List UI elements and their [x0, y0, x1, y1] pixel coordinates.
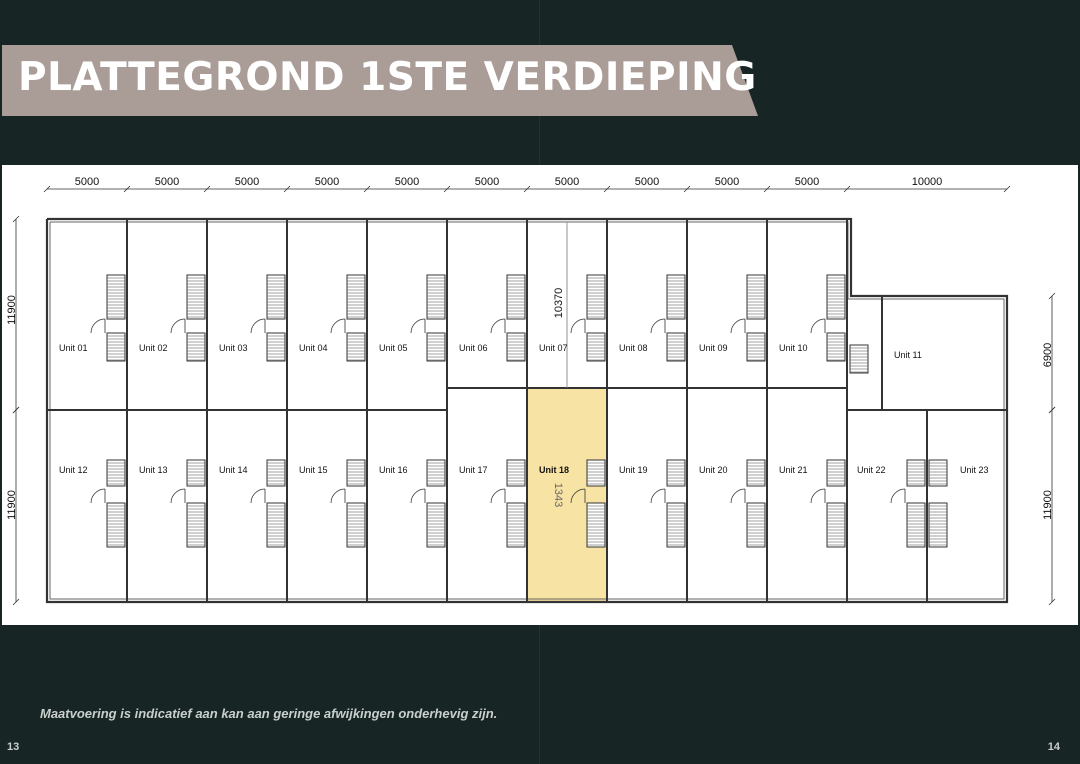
- stair-top-lower-6: [507, 333, 525, 361]
- unit-label-5: Unit 05: [379, 343, 408, 353]
- top-dimension-8: 5000: [634, 176, 660, 188]
- stair-bottom-lower-5: [427, 503, 445, 547]
- door-bottom-3: [251, 489, 265, 503]
- top-dimension-4: 5000: [314, 176, 340, 188]
- door-bottom-5: [411, 489, 425, 503]
- unit-label-22: Unit 22: [857, 465, 886, 475]
- stair-top-2: [187, 275, 205, 319]
- door-top-3: [251, 319, 265, 333]
- unit-label-4: Unit 04: [299, 343, 328, 353]
- door-top-4: [331, 319, 345, 333]
- unit-label-3: Unit 03: [219, 343, 248, 353]
- door-top-5: [411, 319, 425, 333]
- stair-unit-23: [929, 460, 947, 486]
- stair-bottom-lower-8: [667, 503, 685, 547]
- stair-top-lower-10: [827, 333, 845, 361]
- stair-top-7: [587, 275, 605, 319]
- door-bottom-4: [331, 489, 345, 503]
- door-top-10: [811, 319, 825, 333]
- stair-unit-22-lower: [907, 503, 925, 547]
- stair-bottom-9: [747, 460, 765, 486]
- stair-top-9: [747, 275, 765, 319]
- door-bottom-1: [91, 489, 105, 503]
- door-bottom-9: [731, 489, 745, 503]
- unit-label-8: Unit 08: [619, 343, 648, 353]
- unit-18-highlight: [527, 388, 607, 602]
- door-bottom-6: [491, 489, 505, 503]
- door-bottom-8: [651, 489, 665, 503]
- stair-unit-22: [907, 460, 925, 486]
- unit-label-11: Unit 11: [894, 350, 922, 360]
- door-top-6: [491, 319, 505, 333]
- stair-top-3: [267, 275, 285, 319]
- stair-bottom-lower-9: [747, 503, 765, 547]
- unit-label-1: Unit 01: [59, 343, 88, 353]
- stair-bottom-7: [587, 460, 605, 486]
- page-number-left: 13: [7, 741, 20, 753]
- right-dimension-lower: 11900: [1042, 490, 1054, 520]
- stair-bottom-6: [507, 460, 525, 486]
- top-dimension-10: 5000: [794, 176, 820, 188]
- unit-label-16: Unit 16: [379, 465, 408, 475]
- unit-label-15: Unit 15: [299, 465, 328, 475]
- door-top-7: [571, 319, 585, 333]
- stair-bottom-lower-4: [347, 503, 365, 547]
- unit-label-21: Unit 21: [779, 465, 808, 475]
- unit-label-20: Unit 20: [699, 465, 728, 475]
- top-dimension-5: 5000: [394, 176, 420, 188]
- stair-bottom-lower-1: [107, 503, 125, 547]
- stair-unit-23-lower: [929, 503, 947, 547]
- door-top-1: [91, 319, 105, 333]
- unit-label-19: Unit 19: [619, 465, 648, 475]
- inner-dimension-unit18: 1343: [552, 482, 564, 508]
- door-bottom-2: [171, 489, 185, 503]
- left-dimension-lower: 11900: [6, 490, 18, 520]
- stair-top-8: [667, 275, 685, 319]
- stair-top-lower-1: [107, 333, 125, 361]
- stair-bottom-lower-3: [267, 503, 285, 547]
- unit-label-23: Unit 23: [960, 465, 989, 475]
- stair-bottom-1: [107, 460, 125, 486]
- stair-top-lower-3: [267, 333, 285, 361]
- top-dimension-11: 10000: [911, 176, 943, 188]
- floorplan: [2, 165, 1078, 625]
- top-dimension-9: 5000: [714, 176, 740, 188]
- door-top-2: [171, 319, 185, 333]
- stair-bottom-3: [267, 460, 285, 486]
- top-dimension-2: 5000: [154, 176, 180, 188]
- right-dimension-upper: 6900: [1042, 342, 1054, 368]
- top-dimension-1: 5000: [74, 176, 100, 188]
- top-dimension-6: 5000: [474, 176, 500, 188]
- stair-top-1: [107, 275, 125, 319]
- unit-label-18: Unit 18: [539, 465, 570, 475]
- stair-top-lower-8: [667, 333, 685, 361]
- stair-bottom-4: [347, 460, 365, 486]
- stair-bottom-lower-2: [187, 503, 205, 547]
- page-number-right: 14: [1047, 741, 1060, 753]
- stair-top-lower-4: [347, 333, 365, 361]
- unit-label-9: Unit 09: [699, 343, 728, 353]
- stair-bottom-2: [187, 460, 205, 486]
- unit-label-13: Unit 13: [139, 465, 168, 475]
- footnote: Maatvoering is indicatief aan kan aan geringe afwijkingen onderhevig zijn.: [40, 706, 498, 721]
- door-top-9: [731, 319, 745, 333]
- stair-bottom-lower-6: [507, 503, 525, 547]
- stair-bottom-8: [667, 460, 685, 486]
- unit-label-2: Unit 02: [139, 343, 168, 353]
- stair-bottom-10: [827, 460, 845, 486]
- page-title: PLATTEGROND 1STE VERDIEPING: [18, 55, 757, 100]
- unit-label-7: Unit 07: [539, 343, 568, 353]
- unit-label-10: Unit 10: [779, 343, 808, 353]
- unit-label-17: Unit 17: [459, 465, 488, 475]
- inner-dimension-vertical: 10370: [553, 287, 565, 319]
- stair-top-lower-9: [747, 333, 765, 361]
- stair-top-lower-7: [587, 333, 605, 361]
- stair-bottom-5: [427, 460, 445, 486]
- stair-top-lower-5: [427, 333, 445, 361]
- door-top-8: [651, 319, 665, 333]
- top-dimension-3: 5000: [234, 176, 260, 188]
- unit-label-6: Unit 06: [459, 343, 488, 353]
- stair-top-10: [827, 275, 845, 319]
- unit-label-14: Unit 14: [219, 465, 248, 475]
- door-bottom-10: [811, 489, 825, 503]
- stair-top-4: [347, 275, 365, 319]
- stair-bottom-lower-7: [587, 503, 605, 547]
- door-unit-22: [891, 489, 905, 503]
- stair-top-5: [427, 275, 445, 319]
- stair-top-lower-2: [187, 333, 205, 361]
- left-dimension-upper: 11900: [6, 295, 18, 325]
- unit-label-12: Unit 12: [59, 465, 88, 475]
- top-dimensions: [75, 176, 943, 188]
- stair-bottom-lower-10: [827, 503, 845, 547]
- stair-unit-11: [850, 345, 868, 373]
- stair-top-6: [507, 275, 525, 319]
- top-dimension-7: 5000: [554, 176, 580, 188]
